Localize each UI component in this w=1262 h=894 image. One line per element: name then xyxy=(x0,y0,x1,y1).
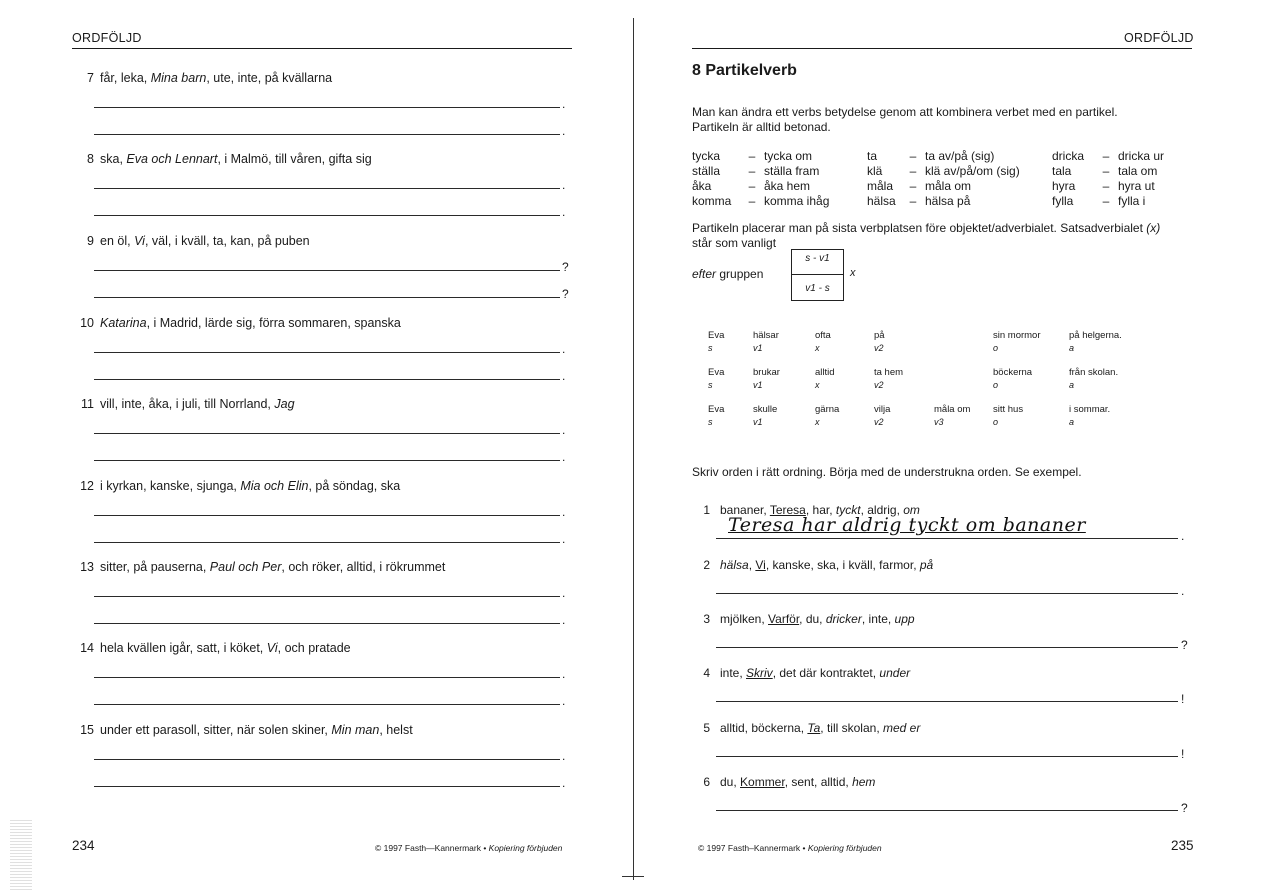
left-running-head: ORDFÖLJD xyxy=(72,31,142,45)
sentence-word xyxy=(708,404,724,428)
function-label: s xyxy=(708,380,713,390)
answer-line xyxy=(94,352,560,353)
prompt-word: du, xyxy=(720,775,741,789)
answer-line-ending: . xyxy=(1181,584,1185,598)
sentence-word xyxy=(708,367,724,391)
answer-line-ending: . xyxy=(562,450,566,464)
sentence-word xyxy=(874,330,885,354)
right-running-head: ORDFÖLJD xyxy=(1124,31,1194,45)
left-page-number: 234 xyxy=(72,838,95,853)
prompt-word: hälsa xyxy=(720,558,749,572)
sentence-word xyxy=(993,404,1023,428)
exercise-prompt xyxy=(74,70,574,86)
answer-line-ending: . xyxy=(562,423,566,437)
answer-line xyxy=(94,596,560,597)
word-text: måla om xyxy=(934,404,971,415)
prompt-word: , xyxy=(748,558,756,572)
function-label: o xyxy=(993,380,999,390)
right-page-number: 235 xyxy=(1171,838,1194,853)
particle-verb: klä av/på/om (sig) xyxy=(925,164,1020,178)
exercise-number: 9 xyxy=(87,234,94,248)
base-verb: dricka xyxy=(1052,149,1085,163)
particle-verb: komma ihåg xyxy=(764,194,830,208)
answer-line xyxy=(716,810,1178,811)
section-title: 8 Partikelverb xyxy=(692,62,797,79)
exercise-prompt xyxy=(74,478,574,494)
diagram-label xyxy=(692,267,763,281)
sentence-analysis-row xyxy=(634,367,1262,397)
exercise-number: 10 xyxy=(80,316,94,330)
base-verb: måla xyxy=(867,179,894,193)
answer-line xyxy=(94,188,560,189)
prompt-word: , till skolan, xyxy=(820,721,883,735)
function-label: x xyxy=(815,380,820,390)
intro-line-1: Man kan ändra ett verbs betydelse genom att kombinera verbet med en partikel. xyxy=(692,105,1118,119)
verb-row xyxy=(1052,179,1198,194)
sentence-word xyxy=(1069,367,1118,391)
prompt-word: , i Malmö, till våren, gifta sig xyxy=(217,152,372,166)
word-text: Eva xyxy=(708,330,725,341)
verb-row xyxy=(867,149,1060,164)
dash: – xyxy=(1102,194,1110,208)
sentence-word xyxy=(753,367,780,391)
answer-line-ending: ! xyxy=(1181,747,1185,761)
prompt-word: Mia och Elin xyxy=(240,479,309,493)
particle-verb: hälsa på xyxy=(925,194,971,208)
exercise-prompt xyxy=(74,722,574,738)
prompt-word: , inte, xyxy=(861,612,895,626)
base-verb: ta xyxy=(867,149,878,163)
prompt-word: Vi xyxy=(755,558,766,572)
answer-line-ending: ! xyxy=(1181,692,1185,706)
word-text: sitt hus xyxy=(993,404,1024,415)
sentence-word xyxy=(815,404,839,428)
function-label: x xyxy=(815,417,820,427)
answer-line-ending: ? xyxy=(1181,801,1188,815)
answer-line-ending: . xyxy=(562,178,566,192)
prompt-word: under ett parasoll, sitter, när solen skiner, xyxy=(100,723,332,737)
base-verb: hyra xyxy=(1052,179,1076,193)
answer-line xyxy=(94,134,560,135)
sentence-word xyxy=(874,367,903,391)
particle-verb: ta av/på (sig) xyxy=(925,149,995,163)
verb-row xyxy=(1052,164,1198,179)
exercise-number: 3 xyxy=(703,612,710,626)
base-verb: fylla xyxy=(1052,194,1074,208)
verb-row xyxy=(692,164,864,179)
word-text: alltid xyxy=(815,367,835,378)
intro-line-2: Partikeln är alltid betonad. xyxy=(692,120,831,134)
base-verb: ställa xyxy=(692,164,721,178)
prompt-word: Teresa xyxy=(769,503,806,517)
base-verb: åka xyxy=(692,179,712,193)
exercise-number: 5 xyxy=(703,721,710,735)
exercise-item xyxy=(74,478,574,554)
prompt-word: på xyxy=(919,558,934,572)
exercise-item xyxy=(698,775,1218,819)
prompt-word: inte, xyxy=(720,666,747,680)
exercise-item xyxy=(74,233,574,309)
answer-line-ending: . xyxy=(562,749,566,763)
sentence-word xyxy=(993,367,1032,391)
prompt-word: Skriv xyxy=(746,666,773,680)
intro-text xyxy=(692,105,1212,135)
word-text: i sommar. xyxy=(1069,404,1111,415)
function-label: a xyxy=(1069,343,1075,353)
verb-row xyxy=(692,149,864,164)
answer-line-ending: ? xyxy=(562,287,569,301)
prompt-word: i kyrkan, kanske, sjunga, xyxy=(100,479,241,493)
exercise-prompt xyxy=(74,640,574,656)
exercise-number: 12 xyxy=(80,479,94,493)
prompt-word: , och röker, alltid, i rökrummet xyxy=(281,560,446,574)
sentence-word xyxy=(753,404,777,428)
prompt-word: alltid, böckerna, xyxy=(720,721,808,735)
prompt-word: Varför xyxy=(768,612,800,626)
answer-line xyxy=(94,623,560,624)
prompt-word: , helst xyxy=(379,723,413,737)
verb-row xyxy=(867,179,1060,194)
prompt-word: under xyxy=(879,666,911,680)
prompt-word: , det där kontraktet, xyxy=(772,666,880,680)
word-text: ofta xyxy=(815,330,831,341)
particle-verb: tycka om xyxy=(764,149,813,163)
answer-line xyxy=(716,701,1178,702)
answer-line-ending: . xyxy=(562,205,566,219)
prompt-word: Mina barn xyxy=(150,71,207,85)
prompt-word: Paul och Per xyxy=(209,560,282,574)
prompt-word: ska, xyxy=(100,152,127,166)
exercise-item xyxy=(698,666,1218,710)
function-label: s xyxy=(708,417,713,427)
sentence-word xyxy=(934,404,970,428)
verb-row xyxy=(692,194,864,209)
diagram-label-italic: efter xyxy=(692,267,717,281)
answer-line xyxy=(94,270,560,271)
exercise-number: 1 xyxy=(703,503,710,517)
verb-column xyxy=(867,149,1060,209)
answer-line xyxy=(94,297,560,298)
answer-line xyxy=(94,542,560,543)
answer-line xyxy=(716,647,1178,648)
exercise-item xyxy=(698,612,1218,656)
exercise-number: 11 xyxy=(81,397,94,411)
base-verb: tycka xyxy=(692,149,721,163)
function-label: a xyxy=(1069,417,1075,427)
right-copyright xyxy=(698,843,882,853)
exercise-prompt xyxy=(74,396,574,412)
particle-verb: måla om xyxy=(925,179,972,193)
particle-verb: åka hem xyxy=(764,179,811,193)
right-page xyxy=(634,0,1262,894)
prompt-word: Eva och Lennart xyxy=(126,152,218,166)
exercise-number: 15 xyxy=(80,723,94,737)
dash: – xyxy=(909,194,917,208)
prompt-word: Vi xyxy=(266,641,278,655)
answer-line xyxy=(94,215,560,216)
prompt-word: bananer, xyxy=(720,503,770,517)
right-head-rule xyxy=(692,48,1192,49)
verb-row xyxy=(1052,149,1198,164)
prompt-word: med er xyxy=(883,721,921,735)
particle-verb: tala om xyxy=(1118,164,1158,178)
exercise-prompt xyxy=(698,775,1218,790)
word-order-box xyxy=(791,249,844,301)
dash: – xyxy=(909,149,917,163)
word-text: vilja xyxy=(874,404,891,415)
sentence-word xyxy=(815,367,835,391)
exercise-prompt xyxy=(74,151,574,167)
word-text: från skolan. xyxy=(1069,367,1119,378)
function-label: v2 xyxy=(874,417,884,427)
word-text: sin mormor xyxy=(993,330,1041,341)
exercise-item xyxy=(698,558,1218,602)
right-copyright-notice: Kopiering förbjuden xyxy=(807,843,882,853)
sentence-word xyxy=(815,330,831,354)
exercise-item xyxy=(74,722,574,798)
particle-verb: ställa fram xyxy=(764,164,820,178)
exercise-number: 8 xyxy=(87,152,94,166)
answer-line-ending: . xyxy=(562,97,566,111)
function-label: v1 xyxy=(753,343,763,353)
word-text: på helgerna. xyxy=(1069,330,1122,341)
answer-line-ending: . xyxy=(562,505,566,519)
answer-line-ending: . xyxy=(562,776,566,790)
prompt-word: mjölken, xyxy=(720,612,769,626)
sentence-word xyxy=(708,330,724,354)
exercise-prompt xyxy=(74,315,574,331)
dash: – xyxy=(748,149,756,163)
prompt-word: Min man xyxy=(331,723,380,737)
function-label: v1 xyxy=(753,380,763,390)
exercise-prompt xyxy=(698,666,1218,681)
function-label: x xyxy=(815,343,820,353)
answer-line xyxy=(94,515,560,516)
answer-line-ending: . xyxy=(562,532,566,546)
prompt-word: hem xyxy=(852,775,876,789)
answer-line xyxy=(94,433,560,434)
exercise-item xyxy=(74,640,574,716)
sentence-word xyxy=(993,330,1041,354)
exercise-item xyxy=(698,503,1218,547)
prompt-word: Kommer xyxy=(740,775,785,789)
prompt-word: vill, inte, åka, i juli, till Norrland, xyxy=(100,397,275,411)
box-bottom-order: v1 - s xyxy=(805,283,830,294)
word-text: böckerna xyxy=(993,367,1033,378)
word-text: på xyxy=(874,330,885,341)
base-verb: klä xyxy=(867,164,883,178)
dash: – xyxy=(909,164,917,178)
answer-line xyxy=(94,107,560,108)
diagram-label-rest: gruppen xyxy=(716,267,764,281)
exercise-number: 2 xyxy=(703,558,710,572)
prompt-word: Jag xyxy=(274,397,295,411)
answer-line-ending: . xyxy=(562,694,566,708)
word-text: Eva xyxy=(708,367,725,378)
sentence-word xyxy=(874,404,890,428)
function-label: v1 xyxy=(753,417,763,427)
exercise-item xyxy=(74,559,574,635)
verb-row xyxy=(867,164,1060,179)
box-divider xyxy=(792,274,843,275)
verb-column xyxy=(692,149,864,209)
prompt-word: , kanske, ska, i kväll, farmor, xyxy=(765,558,920,572)
sentence-analysis-row xyxy=(634,330,1262,360)
instruction-text: Skriv orden i rätt ordning. Börja med de understrukna orden. Se exempel. xyxy=(692,465,1082,479)
exercise-prompt xyxy=(698,721,1218,736)
dash: – xyxy=(1102,149,1110,163)
exercise-number: 6 xyxy=(703,775,710,789)
prompt-word: , väl, i kväll, ta, kan, på puben xyxy=(144,234,310,248)
verb-row xyxy=(692,179,864,194)
sentence-word xyxy=(1069,330,1122,354)
answer-line-ending: . xyxy=(562,342,566,356)
exercise-prompt xyxy=(74,559,574,575)
answer-line-ending: . xyxy=(562,667,566,681)
right-copyright-prefix: © 1997 Fasth–Kannermark • xyxy=(698,843,808,853)
prompt-word: , aldrig, xyxy=(860,503,904,517)
word-text: ta hem xyxy=(874,367,904,378)
prompt-word: , sent, alltid, xyxy=(784,775,853,789)
verb-row xyxy=(867,194,1060,209)
exercise-number: 14 xyxy=(80,641,94,655)
word-text: brukar xyxy=(753,367,780,378)
answer-line-ending: . xyxy=(562,613,566,627)
prompt-word: , i Madrid, lärde sig, förra sommaren, spanska xyxy=(146,316,401,330)
answer-line xyxy=(94,379,560,380)
answer-line xyxy=(94,704,560,705)
prompt-word: , du, xyxy=(799,612,826,626)
prompt-word: , på söndag, ska xyxy=(308,479,401,493)
answer-line xyxy=(716,538,1178,539)
exercise-number: 13 xyxy=(80,560,94,574)
rule-line-2: står som vanligt xyxy=(692,236,777,250)
prompt-word: Vi xyxy=(134,234,145,248)
particle-verb: fylla i xyxy=(1118,194,1146,208)
exercise-number: 7 xyxy=(87,71,94,85)
word-text: gärna xyxy=(815,404,840,415)
placement-rule xyxy=(692,221,1232,251)
answer-line-ending: ? xyxy=(562,260,569,274)
exercise-item xyxy=(74,70,574,146)
handwritten-answer xyxy=(728,514,1086,536)
left-head-rule xyxy=(72,48,572,49)
box-top-order: s - v1 xyxy=(805,253,830,264)
word-text: Eva xyxy=(708,404,725,415)
rule-text: Partikeln placerar man på sista verbplatsen före objektet/adverbialet. Satsadverbialet xyxy=(692,221,1147,235)
sentence-word xyxy=(753,330,779,354)
left-copyright xyxy=(375,843,562,853)
base-verb: tala xyxy=(1052,164,1072,178)
prompt-word: , har, xyxy=(805,503,836,517)
word-text: skulle xyxy=(753,404,778,415)
verb-column xyxy=(1052,149,1198,209)
prompt-word: om xyxy=(903,503,920,517)
exercise-item xyxy=(74,315,574,391)
particle-verb: dricka ur xyxy=(1118,149,1165,163)
left-copyright-notice: Kopiering förbjuden xyxy=(488,843,563,853)
prompt-word: , ute, inte, på kvällarna xyxy=(206,71,333,85)
verb-row xyxy=(1052,194,1198,209)
dash: – xyxy=(1102,164,1110,178)
dash: – xyxy=(748,179,756,193)
exercise-number: 4 xyxy=(703,666,710,680)
particle-verb: hyra ut xyxy=(1118,179,1155,193)
word-text: hälsar xyxy=(753,330,779,341)
function-label: v2 xyxy=(874,380,884,390)
exercise-item xyxy=(698,721,1218,765)
answer-line xyxy=(716,593,1178,594)
base-verb: komma xyxy=(692,194,732,208)
handwritten-answer-text: Teresa har aldrig tyckt om bananer xyxy=(728,514,1086,536)
prompt-word: upp xyxy=(894,612,915,626)
prompt-word: sitter, på pauserna, xyxy=(100,560,210,574)
exercise-prompt xyxy=(74,233,574,249)
answer-line-ending: . xyxy=(562,586,566,600)
diagram-x: x xyxy=(850,267,856,279)
left-copyright-prefix: © 1997 Fasth—Kannermark • xyxy=(375,843,489,853)
dash: – xyxy=(1102,179,1110,193)
answer-line xyxy=(94,786,560,787)
function-label: o xyxy=(993,343,999,353)
answer-line-ending: . xyxy=(562,369,566,383)
answer-line xyxy=(94,460,560,461)
dash: – xyxy=(748,194,756,208)
prompt-word: dricker xyxy=(825,612,862,626)
prompt-word: tyckt xyxy=(835,503,861,517)
prompt-word: , och pratade xyxy=(277,641,351,655)
function-label: o xyxy=(993,417,999,427)
sentence-word xyxy=(1069,404,1110,428)
answer-line-ending: . xyxy=(1181,529,1185,543)
rule-italic: (x) xyxy=(1146,221,1161,235)
prompt-word: får, leka, xyxy=(100,71,151,85)
prompt-word: hela kvällen igår, satt, i köket, xyxy=(100,641,267,655)
exercise-item xyxy=(74,396,574,472)
prompt-word: en öl, xyxy=(100,234,135,248)
answer-line-ending: ? xyxy=(1181,638,1188,652)
exercise-prompt xyxy=(698,612,1218,627)
prompt-word: Katarina xyxy=(100,316,147,330)
dash: – xyxy=(909,179,917,193)
base-verb: hälsa xyxy=(867,194,896,208)
dash: – xyxy=(748,164,756,178)
exercise-prompt xyxy=(698,558,1218,573)
function-label: v3 xyxy=(934,417,944,427)
answer-line xyxy=(94,759,560,760)
exercise-item xyxy=(74,151,574,227)
function-label: s xyxy=(708,343,713,353)
prompt-word: Ta xyxy=(807,721,821,735)
function-label: v2 xyxy=(874,343,884,353)
sentence-analysis-row xyxy=(634,404,1262,434)
function-label: a xyxy=(1069,380,1075,390)
answer-line-ending: . xyxy=(562,124,566,138)
answer-line xyxy=(716,756,1178,757)
answer-line xyxy=(94,677,560,678)
